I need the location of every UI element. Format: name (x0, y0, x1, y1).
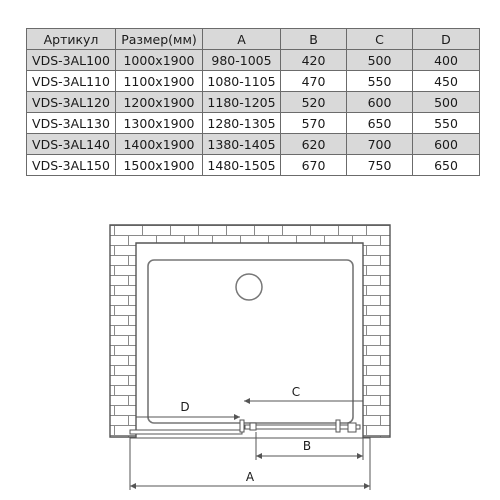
cell-a: 980-1005 (203, 50, 281, 71)
dimension-a (130, 437, 370, 490)
drain-icon (236, 274, 262, 300)
cell-size: 1200x1900 (116, 92, 203, 113)
cell-b: 620 (281, 134, 347, 155)
cell-d: 500 (413, 92, 480, 113)
cell-b: 670 (281, 155, 347, 176)
col-header-c: C (347, 29, 413, 50)
col-header-a: A (203, 29, 281, 50)
cell-size: 1400x1900 (116, 134, 203, 155)
cell-d: 600 (413, 134, 480, 155)
dimension-label-c: C (291, 385, 301, 399)
cell-a: 1180-1205 (203, 92, 281, 113)
dimension-label-b: B (302, 439, 312, 453)
spec-table (26, 28, 480, 176)
cell-size: 1300x1900 (116, 113, 203, 134)
dimension-b (256, 432, 363, 460)
cell-c: 600 (347, 92, 413, 113)
table-row (27, 71, 480, 92)
cell-d: 450 (413, 71, 480, 92)
cell-article: VDS-3AL150 (27, 155, 116, 176)
cell-c: 550 (347, 71, 413, 92)
col-header-d: D (413, 29, 480, 50)
cell-d: 550 (413, 113, 480, 134)
cell-a: 1380-1405 (203, 134, 281, 155)
cell-a: 1280-1305 (203, 113, 281, 134)
table-row (27, 134, 480, 155)
cell-c: 650 (347, 113, 413, 134)
shower-plan-diagram (100, 215, 400, 492)
cell-article: VDS-3AL140 (27, 134, 116, 155)
col-header-size: Размер(мм) (116, 29, 203, 50)
cell-size: 1500x1900 (116, 155, 203, 176)
table-row (27, 155, 480, 176)
cell-size: 1000x1900 (116, 50, 203, 71)
cell-size: 1100x1900 (116, 71, 203, 92)
cell-c: 700 (347, 134, 413, 155)
cell-d: 400 (413, 50, 480, 71)
col-header-b: B (281, 29, 347, 50)
dimension-label-d: D (180, 400, 190, 414)
table-row (27, 113, 480, 134)
cell-c: 500 (347, 50, 413, 71)
cell-c: 750 (347, 155, 413, 176)
cell-article: VDS-3AL100 (27, 50, 116, 71)
col-header-article: Артикул (27, 29, 116, 50)
cell-b: 520 (281, 92, 347, 113)
cell-b: 470 (281, 71, 347, 92)
table-row (27, 92, 480, 113)
table-header-row (27, 29, 480, 50)
cell-b: 570 (281, 113, 347, 134)
cell-article: VDS-3AL120 (27, 92, 116, 113)
cell-a: 1480-1505 (203, 155, 281, 176)
dimension-label-a: A (245, 470, 255, 484)
cell-d: 650 (413, 155, 480, 176)
cell-a: 1080-1105 (203, 71, 281, 92)
cell-article: VDS-3AL110 (27, 71, 116, 92)
cell-b: 420 (281, 50, 347, 71)
table-row (27, 50, 480, 71)
cell-article: VDS-3AL130 (27, 113, 116, 134)
